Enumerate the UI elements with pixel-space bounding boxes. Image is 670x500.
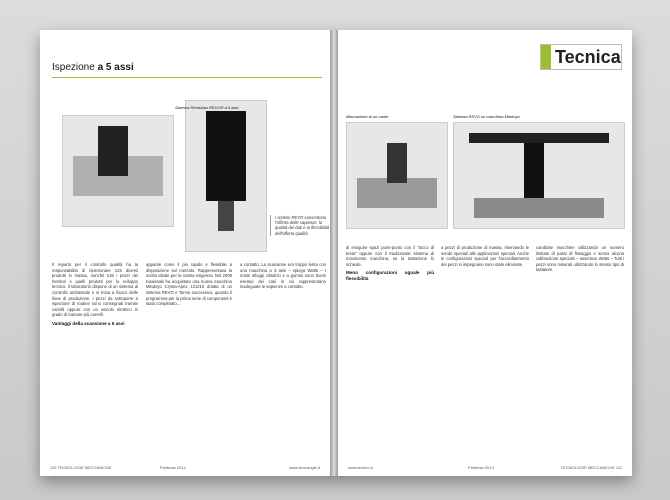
right-page [338, 30, 632, 476]
left-callout: I sistemi REVO consentono l'offerta delle sapienze, la qualità dei dati e la flessibilità dell'offerta qualità [270, 215, 330, 236]
left-header [52, 62, 134, 73]
right-col-1 [346, 245, 434, 284]
cmm-icon [63, 116, 173, 226]
left-col-3: a contatto. La scansione era troppo lenta con una macchina a 3 assi – spiega Watts – I nostri alloggi cilindrici e a gomito sono buoni esempi dei casi in cui rappresentano inadeguate le sapienze a contatto. [240, 262, 326, 290]
right-col-2: a pezzi di produzione di massa, riservando le sonde speciali alle applicazioni speciali. Anche le configurazioni speciali per l'accreditamento dei pezzi si impegnano sono state eliminate. [441, 245, 529, 267]
left-col1-text: Il reparto per il controllo qualità ha la responsabilità di ispezionare 125 diversi prodotti in massa, nonché tutti i pezzi dei fornitori e quelli prodotti per lo sviluppo tecnico. Il laboratorio dispone di un sistema di controllo ambientale e si trova a fianco delle linee di produzione. I pezzi da sottoporre a ispezione di routine sono consegnati tramite carrelli oppure con un veicolo elettrico in grado di trainare più carrelli. [52, 262, 138, 318]
right-caption-2: Sistema REVO su macchina Mitutoyo [453, 114, 520, 119]
section-badge [540, 44, 622, 70]
revo-probe-icon [186, 101, 266, 251]
right-caption-1: Misurazione di un carter [346, 114, 389, 119]
left-photo-caption: Sistema Renishaw REVO® a 5 assi [175, 105, 239, 110]
right-section-title: Meno configurazioni uguale più flessibilità [346, 270, 434, 281]
left-col-1 [52, 262, 138, 329]
header-rule [52, 77, 322, 78]
section-title: Tecnica [555, 47, 621, 67]
right-footer-center: Febbraio 2014 [468, 465, 494, 470]
left-page [40, 30, 330, 476]
revo-head-photo [185, 100, 267, 252]
right-footer-right: TECNOLOGIE MECCANICHE 111 [560, 465, 622, 470]
right-footer-left: www.techno.it [348, 465, 373, 470]
right-col-3: cambiate macchine utilizzando un numero limitato di passi di fissaggio e senza alcuna calibrazione speciale – asserisce Watts – Tutti i pezzi sono misurati utilizzando lo stesso tipo di tastatore. [536, 245, 624, 273]
left-col-2: apparire come il più rapido e flessibile a disposizione sul mercato. Rappresentava la scelta ideale per la nostra esigenza. Nel 2009 Kawasaki ha acquistato una nuova macchina Mitutoyo Crysta-Apex 121210 dotata di un sistema REVO e Tanno successivo, quando il programma per la prima serie di componenti è stato completato... [146, 262, 232, 307]
section-badge-bar [541, 45, 551, 69]
left-footer-left: 110 TECNOLOGIE MECCANICHE [50, 465, 112, 470]
left-footer-center: Febbraio 2014 [160, 465, 186, 470]
header-prefix: Ispezione [52, 62, 95, 73]
mitutoyo-icon [454, 123, 624, 228]
machine-photo-3 [453, 122, 625, 229]
left-section-title: Vantaggi della scansione a 5 assi [52, 320, 125, 326]
header-suffix: a 5 assi [97, 62, 134, 73]
gutter [330, 30, 338, 476]
carter-icon [347, 123, 447, 228]
right-col1-text: di eseguire spazi punti-punto con il "tocco di testa" oppure con il tradizionale sistema di movimento macchina, se la tastazione lo richiede. [346, 245, 434, 267]
machine-photo-2 [346, 122, 448, 229]
left-footer-right: www.tecnologie.it [289, 465, 320, 470]
machine-photo-1 [62, 115, 174, 227]
